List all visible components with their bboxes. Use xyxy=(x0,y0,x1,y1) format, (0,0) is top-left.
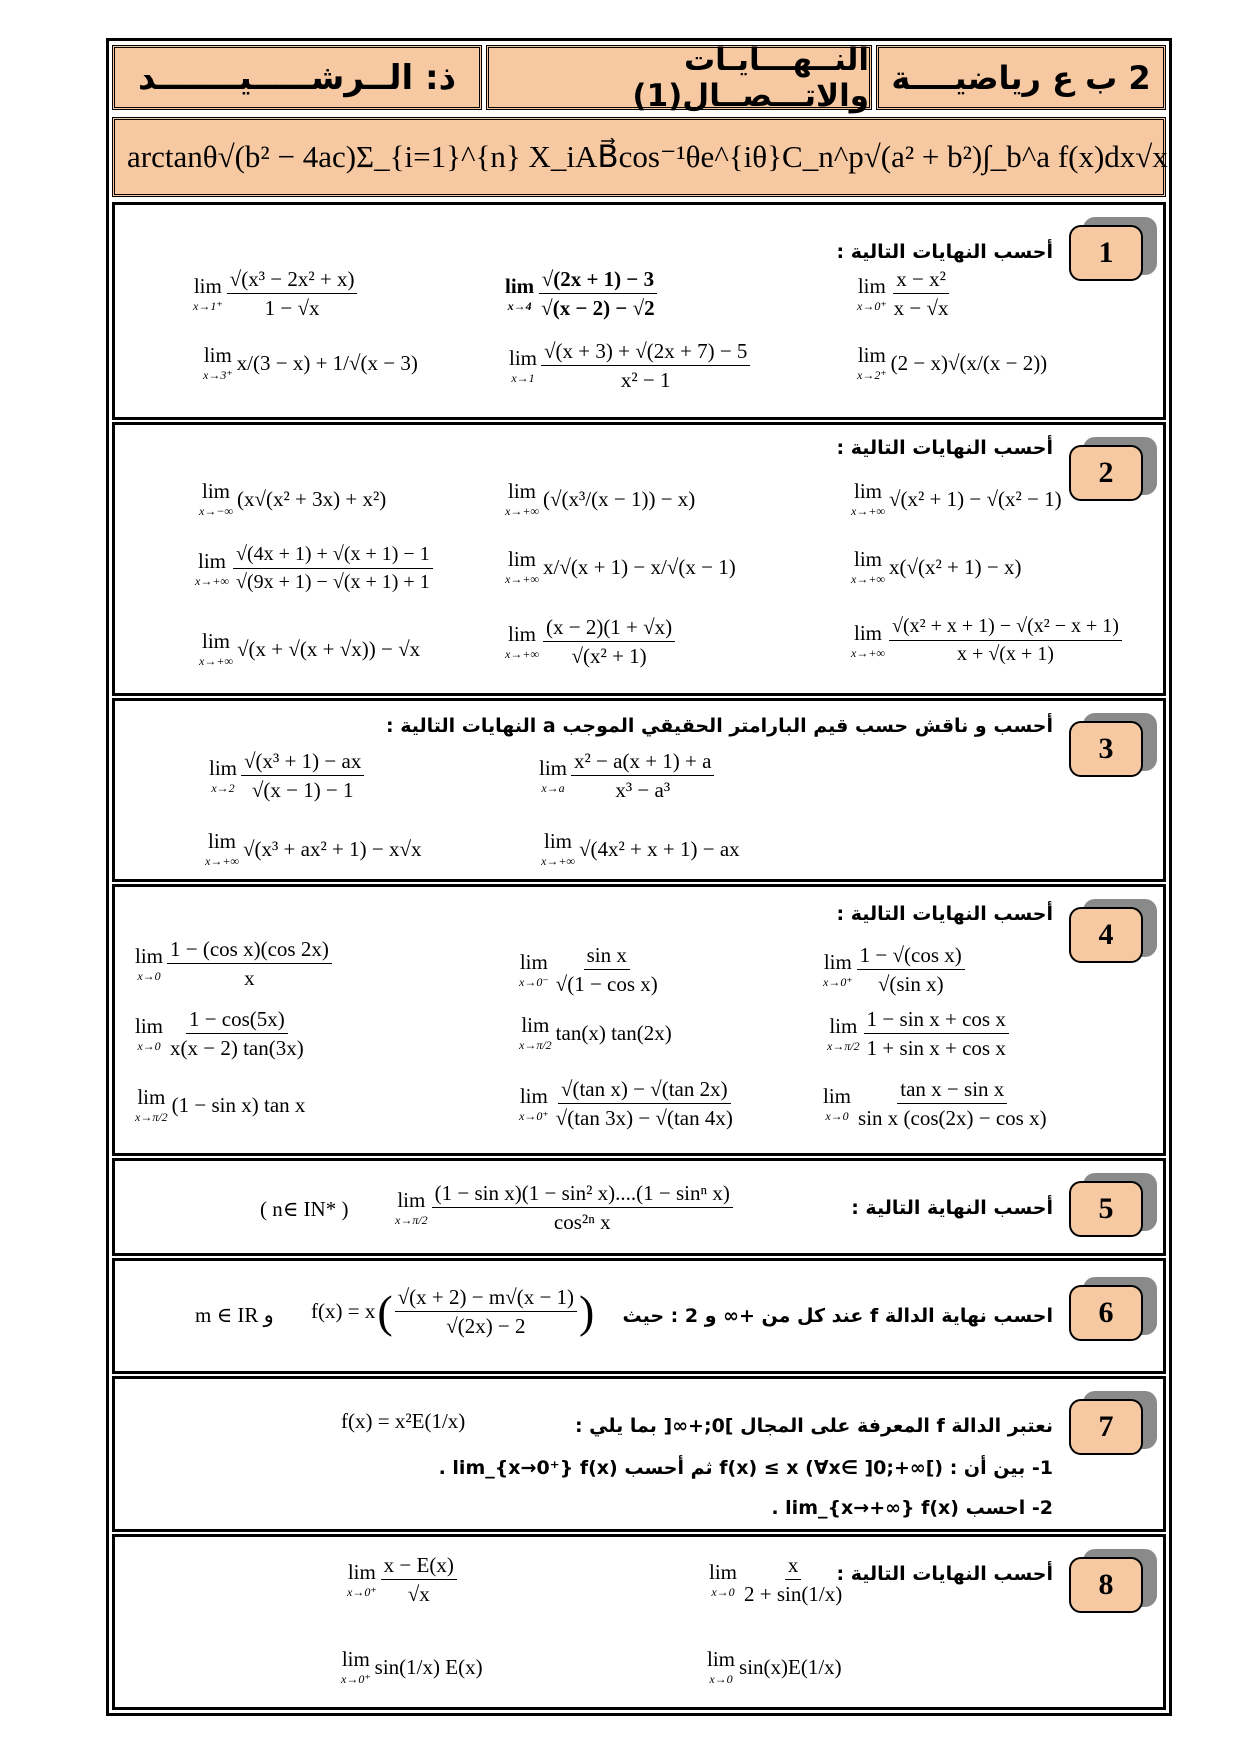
formula-item: cos⁻¹θ xyxy=(618,139,701,174)
exercise-8 xyxy=(112,1534,1166,1710)
limit-expression: lim x→0 $\frac{\text{1 − (cos x)(cos 2x)}}{x}$ xyxy=(135,937,332,990)
limit-expression: lim x→2 $\frac{\text{√(x³ + 1) − ax}}{√(x - 1) - 1}$ xyxy=(209,749,364,802)
function-definition: f(x) = x ( $\frac{√(x + 2) - m√(x - 1)}{√(2x) - 2}$ ) xyxy=(311,1285,595,1339)
exercise-number-badge: 6 xyxy=(1069,1285,1145,1343)
exercise-instruction: أحسب و ناقش حسب قيم البارامتر الحقيقي الموجب a النهايات التالية : xyxy=(386,715,1053,737)
formula-item: √(b² − 4ac) xyxy=(217,139,357,174)
formula-item: ∫_b^a f(x)dx xyxy=(982,139,1136,174)
exercise-instruction: أحسب النهايات التالية : xyxy=(836,1563,1053,1585)
exercise-instruction: أحسب النهاية التالية : xyxy=(851,1197,1053,1219)
exercise-instruction: أحسب النهايات التالية : xyxy=(836,903,1053,925)
limit-expression: lim x→4 $\frac{√(2x + 1) - 3}{√(x - 2) - √2}$ xyxy=(505,267,658,320)
limit-expression: lim x→+∞ (√(x³/(x − 1)) − x) xyxy=(505,479,696,518)
limit-expression: lim x→1⁺ $\frac{\text{√(x³ − 2x² + x)}}{1 - √x}$ xyxy=(193,267,357,320)
exercise-3 xyxy=(112,698,1166,882)
limit-expression: lim x→0 sin(x)E(1/x) xyxy=(707,1647,842,1686)
limit-expression: lim x→0⁻ $\frac{\text{sin x}}{\text{√(1 − cos x)}}$ xyxy=(519,943,658,997)
teacher-cell: ذ: الــرشـــــيـــــــد xyxy=(112,45,482,110)
formula-item: Σ_{i=1}^{n} X_i xyxy=(356,139,575,174)
limit-expression: lim x→a $\frac{\text{x² − a(x + 1) + a}}{\text{x³ − a³}}$ xyxy=(539,749,714,802)
exercise-instruction: نعتبر الدالة f المعرفة على المجال ]0;+∞[ بما يلي : xyxy=(574,1415,1053,1437)
limit-expression: lim x→+∞ √(x³ + ax² + 1) − x√x xyxy=(205,829,422,868)
exercise-instruction: احسب نهاية الدالة f عند كل من +∞ و 2 : حيث xyxy=(622,1305,1053,1327)
exercise-number-badge: 2 xyxy=(1069,445,1145,503)
exercise-number-badge: 1 xyxy=(1069,225,1145,283)
condition-label: m ∈ IR و xyxy=(195,1303,274,1327)
limit-expression: lim x→+∞ √(x + √(x + √x)) − √x xyxy=(199,629,421,668)
function-definition: f(x) = x²E(1/x) xyxy=(341,1409,466,1433)
formula-item: arctanθ xyxy=(127,139,218,174)
exercise-number-badge: 8 xyxy=(1069,1557,1145,1615)
limit-expression: lim x→0⁺ sin(1/x) E(x) xyxy=(341,1647,483,1686)
formula-item: √(a² + b²) xyxy=(863,139,983,174)
level-cell: 2 ب ع رياضيــــة xyxy=(876,45,1166,110)
limit-expression: lim x→0 $\frac{1 - \cos(5x)}{x(x - 2) \tan(3x)}$ xyxy=(135,1007,304,1061)
limit-expression: lim x→+∞ √(4x² + x + 1) − ax xyxy=(541,829,740,868)
exercise-2 xyxy=(112,422,1166,696)
exercise-instruction: أحسب النهايات التالية : xyxy=(836,241,1053,263)
formula-item: e^{iθ} xyxy=(700,139,783,174)
limit-expression: lim x→3⁺ x/(3 − x) + 1/√(x − 3) xyxy=(203,343,418,382)
limit-expression: lim x→+∞ $\frac{√(4x + 1) + √(x + 1) - 1}{√(9x + 1) - √(x + 1) + 1}$ xyxy=(195,543,433,594)
exercise-6 xyxy=(112,1258,1166,1374)
limit-expression: lim x→0⁺ $\frac{x - E(x)}{√x}$ xyxy=(347,1553,457,1606)
formula-item: C_n^p xyxy=(782,139,864,174)
exercise-number-badge: 4 xyxy=(1069,907,1145,965)
formula-item: AB⃗ xyxy=(575,139,619,174)
limit-expression: lim x→π/2 $\frac{\text{(1 − sin x)(1 − sin² x)....(1 − sinⁿ x)}}{\text{cos²ⁿ x}}$ xyxy=(395,1181,733,1234)
exercise-number-badge: 3 xyxy=(1069,721,1145,779)
limit-expression: lim x→0 $\frac{\text{tan x − sin x}}{\text{sin x (cos(2x) − cos x)}}$ xyxy=(823,1077,1047,1131)
limit-expression: lim x→π/2 tan(x) tan(2x) xyxy=(519,1013,672,1052)
limit-expression: lim x→0⁺ $\frac{\text{1 − √(cos x)}}{\text{√(sin x)}}$ xyxy=(823,943,965,996)
limit-expression: lim x→+∞ x(√(x² + 1) − x) xyxy=(851,547,1022,586)
limit-expression: lim x→1 $\frac{√(x + 3) + √(2x + 7) - 5}{\text{x² − 1}}$ xyxy=(509,339,750,392)
title-cell: النــهـــايـات والاتـــصــال(1) xyxy=(486,45,872,110)
limit-expression: lim x→2⁺ (2 − x)√(x/(x − 2)) xyxy=(857,343,1048,382)
limit-expression: lim x→0⁺ $\frac{\text{x − x²}}{x - √x}$ xyxy=(857,267,949,321)
exercise-5 xyxy=(112,1158,1166,1256)
exercise-7 xyxy=(112,1376,1166,1532)
limit-expression: lim x→+∞ $\frac{\text{√(x² + x + 1) − √(x² − x + 1)}}{x + √(x + 1)}$ xyxy=(851,615,1122,666)
formula-item: √x xyxy=(1135,139,1168,174)
formula-bar xyxy=(112,117,1166,197)
limit-expression: lim x→0⁺ $\frac{\text{√(tan x) − √(tan 2x)}}{√(\tan 3x) - √(\tan 4x)}$ xyxy=(519,1077,733,1131)
exercise-number-badge: 7 xyxy=(1069,1399,1145,1457)
exercise-instruction: أحسب النهايات التالية : xyxy=(836,437,1053,459)
condition-label: ( n∈ IN* ) xyxy=(260,1197,349,1221)
limit-expression: lim x→+∞ √(x² + 1) − √(x² − 1) xyxy=(851,479,1062,518)
limit-expression: lim x→π/2 (1 − sin x) tan x xyxy=(135,1085,306,1124)
question-2: 2- احسب lim_{x→+∞} f(x) . xyxy=(771,1497,1053,1519)
question-1: 1- بين أن : f(x) ≤ x (∀x∈ ]0;+∞[) ثم أحسب lim_{x→0⁺} f(x) . xyxy=(438,1457,1053,1479)
limit-expression: lim x→π/2 $\frac{\text{1 − sin x + cos x}}{\text{1 + sin x + cos x}}$ xyxy=(827,1007,1009,1060)
exercise-4 xyxy=(112,884,1166,1156)
limit-expression: lim x→+∞ x/√(x + 1) − x/√(x − 1) xyxy=(505,547,736,586)
limit-expression: lim x→0 $\frac{x}{2 + \sin(1/x)}$ xyxy=(709,1553,843,1607)
limit-expression: lim x→−∞ (x√(x² + 3x) + x²) xyxy=(199,479,387,518)
exercise-1 xyxy=(112,202,1166,420)
limit-expression: lim x→+∞ $\frac{(x - 2)(1 + √x)}{\text{√(x² + 1)}}$ xyxy=(505,615,675,668)
exercise-number-badge: 5 xyxy=(1069,1181,1145,1239)
